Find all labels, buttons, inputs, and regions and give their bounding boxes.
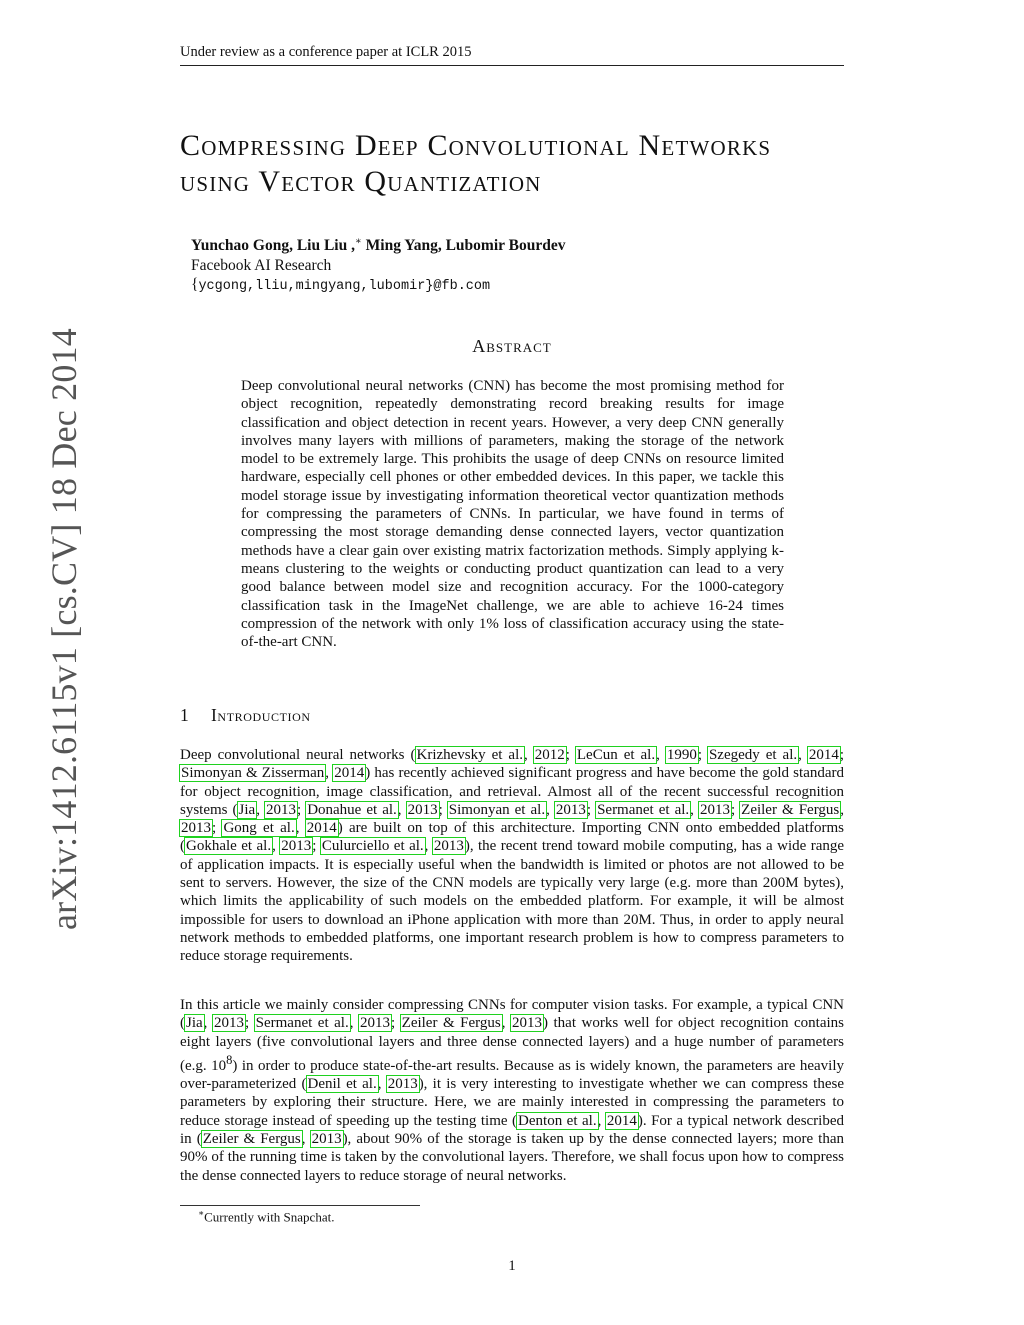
citation-link[interactable]: Szegedy et al. — [708, 747, 798, 763]
citation-separator: , — [840, 801, 845, 818]
paper-title-line-2: using Vector Quantization — [180, 165, 542, 198]
citation-separator: , — [424, 838, 433, 855]
power-base: 10 — [211, 1057, 227, 1074]
paper-title-line-1: Compressing Deep Convolutional Networks — [180, 129, 772, 162]
text-run: ) has recently achieved significant progress and have become the gold standard for object recognition, image classification, and retrieval. Almost all of the recent successful recognition systems ( — [180, 765, 845, 818]
citation-separator: , — [597, 1112, 606, 1129]
citation-link[interactable]: 2014 — [306, 820, 337, 837]
citation-separator: , — [295, 820, 306, 837]
citation-link[interactable]: 2013 — [512, 1015, 542, 1032]
citation-link[interactable]: 2013 — [407, 801, 438, 818]
citation-separator: ; — [438, 801, 448, 818]
text-run: ). For a typical network described in ( — [180, 1112, 845, 1148]
author-block — [191, 232, 565, 297]
citation-link[interactable]: Sermanet et al. — [255, 1015, 349, 1032]
text-run: In this article we mainly consider compressing CNNs for computer vision tasks. For example, a typical CNN ( — [180, 997, 844, 1032]
intro-paragraph-1 — [180, 746, 844, 966]
abstract-heading: Abstract — [472, 336, 552, 356]
citation-link[interactable]: 2013 — [387, 1076, 418, 1093]
intro-paragraph-2 — [180, 996, 844, 1185]
citation-separator: ; — [244, 1015, 255, 1032]
citation-separator: ; — [212, 820, 223, 837]
section-heading-introduction — [180, 705, 311, 726]
citation-link[interactable]: Simonyan & Zisserman — [181, 765, 325, 782]
citation-separator: , — [798, 747, 808, 763]
citation-link[interactable]: Denton et al. — [518, 1112, 597, 1129]
email-domain: }@fb.com — [425, 279, 491, 295]
abstract-text: Deep convolutional neural networks (CNN) has become the most promising method for object recognition, repeatedly demonstrating record breaking results for image classification and object detection in recent years. However, a very deep CNN generally involves many layers with millions of parameters, making the storage of the network model to be extremely large. This prohibits the usage of deep CNNs on resource limited hardware, especially cell phones or other embedded devices. In this paper, we tackle this model storage issue by investigating information theoretical vector quantization methods for compressing the parameters of CNNs. In particular, we have found in terms of compressing the most storage demanding dense connected layers, vector quantization methods have a clear gain over existing matrix factorization methods. Simply applying k-means clustering to the weights or conducting product quantization can lead to a very good balance between model size and recognition accuracy. For the 1000-category classification task in the ImageNet challenge, we are able to achieve 16-24 times compression of the network with only 1% loss of classification accuracy using the state-of-the-art CNN. — [241, 378, 784, 651]
citation-separator: , — [377, 1076, 387, 1093]
text-run: Deep convolutional neural networks ( — [180, 747, 416, 763]
citation-separator: , — [349, 1015, 359, 1032]
citation-separator: , — [203, 1015, 213, 1032]
citation-link[interactable]: 2013 — [265, 801, 296, 818]
citation-separator: , — [301, 1131, 311, 1148]
author-names-first: Yunchao Gong, Liu Liu , — [191, 237, 355, 255]
citation-link[interactable]: Zeiler & Fergus — [401, 1015, 501, 1032]
citation-separator: , — [272, 838, 281, 855]
email-usernames: ycgong,lliu,mingyang,lubomir — [198, 279, 426, 295]
citation-separator: ; — [312, 838, 321, 855]
citation-link[interactable]: Jia — [186, 1015, 203, 1032]
citation-link[interactable]: 2013 — [281, 838, 312, 855]
citation-separator: ; — [697, 747, 708, 763]
text-run: ) are built on top of this architecture. Importing CNN onto embedded platforms ( — [180, 820, 845, 855]
citation-link[interactable]: 2014 — [606, 1112, 637, 1129]
citation-separator: , — [524, 747, 534, 763]
citation-link[interactable]: Culurciello et al. — [321, 838, 424, 855]
citation-separator: ; — [296, 801, 307, 818]
citation-link[interactable]: Gong et al. — [223, 820, 295, 837]
citation-link[interactable]: 2012 — [534, 747, 565, 763]
citation-link[interactable]: Jia — [238, 801, 256, 818]
section-title: Introduction — [211, 705, 311, 725]
citation-link[interactable]: 2013 — [433, 838, 464, 855]
arxiv-side-stamp: arXiv:1412.6115v1 [cs.CV] 18 Dec 2014 — [44, 328, 84, 930]
text-run: ), the recent trend toward mobile computing, has a wide range of application impacts. It is especially useful when the bandwidth is limited or photos are not allowed to be sent to servers. However, the size of the CNN models are typically very large (e.g. more than 200M bytes), which limits the applicability of such models on the embedded platform. For example, it will be almost impossible for users to download an iPhone application with more than 20M. Thus, in order to apply neural network methods to embedded platforms, one important research problem is how to compress parameters to reduce storage requirements. — [180, 838, 845, 965]
citation-separator: , — [546, 801, 555, 818]
citation-link[interactable]: LeCun et al. — [576, 747, 656, 763]
citation-link[interactable]: 1990 — [666, 747, 697, 763]
text-run: ), it is very interesting to investigate whether we can compress these parameters by exploring their structure. Here, we are mainly interested in compressing the parameters to reduce storage instead of speeding up the testing time ( — [180, 1076, 844, 1129]
author-affiliation: Facebook AI Research — [191, 256, 332, 274]
citation-link[interactable]: 2014 — [334, 765, 365, 782]
citation-separator: , — [325, 765, 334, 782]
citation-separator: ; — [565, 747, 576, 763]
citation-separator: ; — [839, 747, 845, 763]
citation-separator: ; — [390, 1015, 401, 1032]
citation-separator: ; — [586, 801, 597, 818]
citation-separator: , — [690, 801, 699, 818]
citation-link[interactable]: Sermanet et al. — [597, 801, 690, 818]
power-exponent: 8 — [226, 1052, 233, 1067]
citation-link[interactable]: 2013 — [311, 1131, 342, 1148]
citation-link[interactable]: Zeiler & Fergus — [202, 1131, 301, 1148]
citation-link[interactable]: 2013 — [555, 801, 586, 818]
running-header: Under review as a conference paper at ICLR 2015 — [180, 44, 844, 66]
citation-separator: , — [501, 1015, 511, 1032]
paper-title — [180, 128, 844, 200]
author-names — [191, 232, 565, 256]
page-number: 1 — [508, 1258, 516, 1274]
footnote — [198, 1208, 334, 1225]
citation-link[interactable]: Zeiler & Fergus — [741, 801, 840, 818]
citation-link[interactable]: 2013 — [359, 1015, 390, 1032]
citation-link[interactable]: Krizhevsky et al. — [416, 747, 523, 763]
author-names-rest: Ming Yang, Lubomir Bourdev — [361, 237, 566, 255]
text-run: ) in order to produce state-of-the-art results. Because as is widely known, the parameters are heavily over-parameterized ( — [180, 1057, 845, 1093]
citation-link[interactable]: Gokhale et al. — [186, 838, 272, 855]
citation-link[interactable]: Simonyan et al. — [448, 801, 546, 818]
author-footnote-mark[interactable]: ∗ — [354, 236, 362, 247]
email-open-brace: { — [191, 276, 199, 294]
footnote-divider — [180, 1205, 420, 1206]
citation-separator: , — [256, 801, 265, 818]
section-number: 1 — [180, 705, 190, 725]
citation-link[interactable]: 2014 — [808, 747, 839, 763]
citation-separator: ; — [730, 801, 741, 818]
citation-separator: , — [397, 801, 407, 818]
text-run: ), about 90% of the storage is taken up by the dense connected layers; more than 90% of the running time is taken by the convolutional layers. Therefore, we shall focus upon how to compress the dense connected layers to reduce storage of neural networks. — [180, 1131, 845, 1184]
author-email — [191, 275, 565, 297]
footnote-text: Currently with Snapchat. — [204, 1209, 335, 1225]
text-run: ) that works well for object recognition contains eight layers (five convolutional layers and three dense connected layers) and a huge number of parameters (e.g. — [180, 1015, 845, 1074]
citation-link[interactable]: 2013 — [181, 820, 211, 837]
citation-link[interactable]: Denil et al. — [307, 1076, 377, 1093]
citation-separator: , — [656, 747, 666, 763]
citation-link[interactable]: 2013 — [213, 1015, 244, 1032]
citation-link[interactable]: 2013 — [699, 801, 730, 818]
citation-link[interactable]: Donahue et al. — [307, 801, 397, 818]
footnote-mark: ∗ — [198, 1208, 205, 1218]
